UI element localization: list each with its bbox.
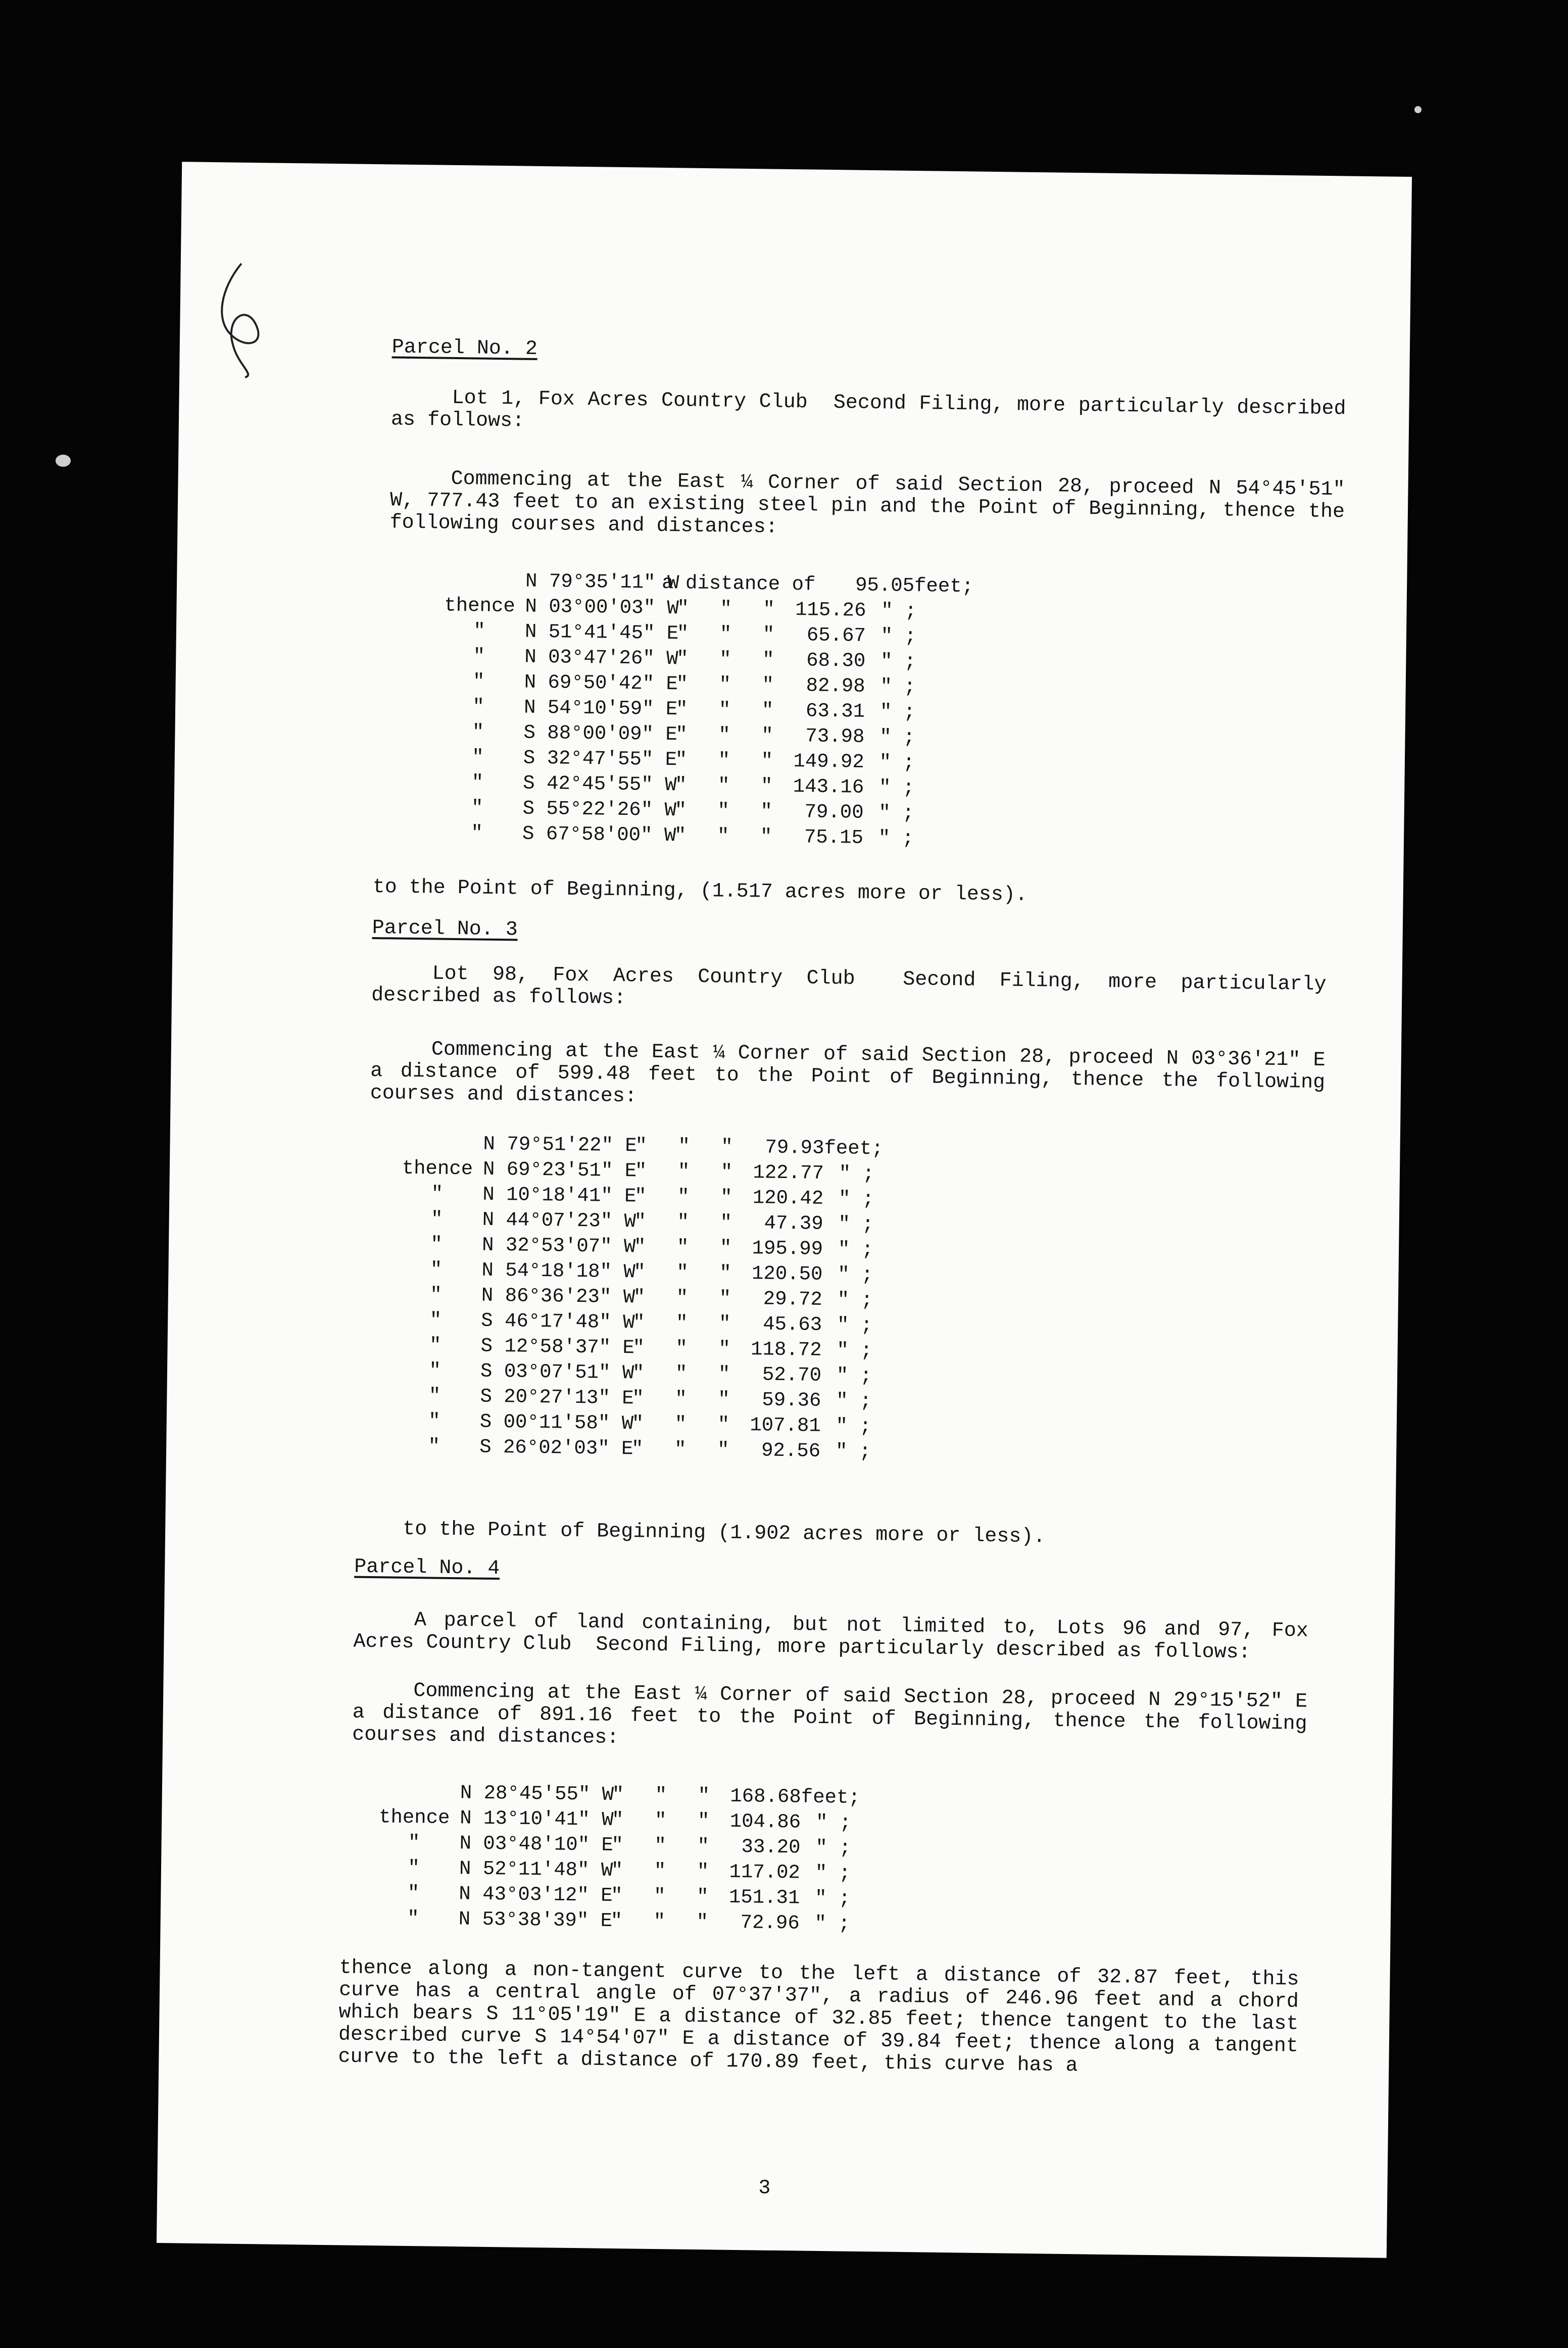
parcel-4-intro: A parcel of land containing, but not limited to, Lots 96 and 97, Fox Acres Country Club Second Filing, more particularly described as follows:: [353, 1609, 1321, 1665]
ditto-mark: ": [631, 1438, 644, 1460]
ditto-mark: ": [717, 800, 730, 822]
ditto-mark: ": [633, 1286, 646, 1309]
parcel-2-courses-table: [431, 569, 974, 853]
ditto-mark: ": [472, 696, 485, 718]
ditto-mark: ": [719, 673, 731, 696]
course-distance: 33.20: [741, 1836, 801, 1859]
ditto-unit: " ;: [814, 1887, 851, 1910]
ditto-mark: ": [718, 699, 731, 721]
course-bearing: S 88°00'09" E: [523, 721, 677, 746]
ditto-mark: ": [634, 1160, 647, 1183]
course-bearing: S 55°22'26" W: [522, 797, 677, 822]
ditto-mark: ": [697, 1835, 710, 1858]
scan-speck: [56, 455, 71, 467]
ditto-mark: ": [634, 1210, 647, 1233]
ditto-mark: ": [653, 1885, 666, 1908]
ditto-mark: ": [719, 1237, 732, 1259]
course-bearing: S 03°07'51" W: [480, 1360, 634, 1385]
ditto-mark: ": [676, 673, 689, 696]
ditto-mark: ": [674, 824, 687, 847]
course-bearing: N 13°10'41" W: [459, 1807, 614, 1831]
ditto-mark: ": [674, 799, 687, 822]
ditto-mark: ": [429, 1359, 442, 1382]
ditto-mark: ": [677, 1160, 690, 1183]
ditto-mark: ": [471, 797, 483, 819]
ditto-mark: ": [698, 1785, 710, 1807]
ditto-mark: ": [676, 648, 689, 670]
course-distance: 73.98: [805, 725, 865, 748]
course-distance: 195.99: [752, 1237, 823, 1260]
ditto-mark: ": [720, 1161, 733, 1184]
ditto-mark: ": [719, 1262, 731, 1285]
course-bearing: N 86°36'23" W: [481, 1284, 635, 1309]
ditto-mark: ": [611, 1808, 624, 1832]
course-unit: feet;: [914, 575, 974, 598]
parcel-4-commencing: Commencing at the East ¼ Corner of said Section 28, proceed N 29°15'52" E a distance of 891.16 feet to the Point of Beginning, thence the following courses and distances:: [352, 1680, 1320, 1750]
ditto-mark: ": [472, 670, 485, 693]
ditto-mark: ": [674, 1388, 687, 1410]
course-bearing: N 32°53'07" W: [481, 1234, 636, 1258]
parcel-4-heading: Parcel No. 4: [354, 1555, 500, 1581]
parcel-3-heading: Parcel No. 3: [372, 916, 518, 942]
parcel-3-closing: to the Point of Beginning (1.902 acres more or less).: [402, 1518, 1046, 1549]
ditto-mark: ": [677, 1211, 690, 1234]
ditto-mark: ": [675, 1337, 688, 1360]
ditto-mark: ": [471, 771, 484, 794]
course-unit: feet;: [824, 1137, 884, 1160]
ditto-mark: ": [676, 1261, 689, 1284]
ditto-mark: ": [632, 1337, 645, 1359]
scan-speck: [1414, 106, 1422, 113]
ditto-mark: ": [431, 1183, 444, 1205]
ditto-unit: " ;: [835, 1440, 871, 1463]
course-bearing: N 28°45'55" W: [460, 1782, 614, 1806]
ditto-unit: " ;: [880, 625, 917, 648]
course-distance: 47.39: [764, 1212, 823, 1235]
ditto-mark: ": [697, 1860, 709, 1883]
ditto-mark: ": [763, 598, 775, 621]
course-distance: 149.92: [793, 750, 865, 773]
ditto-mark: ": [471, 746, 484, 769]
ditto-unit: " ;: [878, 776, 915, 800]
ditto-mark: ": [677, 597, 690, 620]
ditto-mark: ": [654, 1860, 666, 1883]
ditto-mark: ": [719, 623, 732, 646]
distance-phrase: a distance of: [661, 571, 816, 596]
ditto-mark: ": [611, 1834, 624, 1857]
ditto-mark: ": [717, 825, 729, 848]
ditto-unit: " ;: [836, 1364, 872, 1388]
ditto-mark: ": [761, 750, 773, 772]
ditto-mark: ": [632, 1311, 645, 1334]
ditto-mark: ": [430, 1258, 443, 1281]
ditto-mark: ": [720, 1186, 732, 1209]
ditto-unit: " ;: [837, 1339, 872, 1362]
ditto-mark: ": [430, 1233, 443, 1256]
ditto-mark: ": [429, 1284, 442, 1306]
parcel-2-closing: to the Point of Beginning, (1.517 acres more or less).: [372, 876, 1028, 907]
course-bearing: N 51°41'45" E: [524, 620, 679, 645]
ditto-mark: ": [428, 1385, 441, 1407]
parcel-3-intro: Lot 98, Fox Acres Country Club Second Filing, more particularly described as follows:: [371, 962, 1339, 1010]
ditto-mark: ": [718, 749, 730, 772]
course-bearing: N 52°11'48" W: [459, 1857, 613, 1882]
course-bearing: N 03°48'10" E: [459, 1832, 614, 1856]
ditto-mark: ": [718, 1363, 730, 1386]
course-distance: 168.68: [730, 1785, 802, 1808]
parcel-2-intro: Lot 1, Fox Acres Country Club Second Filing, more particularly described as follows:: [390, 386, 1358, 433]
ditto-mark: ": [718, 1312, 731, 1335]
ditto-mark: ": [719, 1287, 731, 1310]
ditto-mark: ": [633, 1261, 646, 1284]
course-distance: 107.81: [750, 1414, 821, 1437]
ditto-mark: ": [428, 1435, 440, 1458]
ditto-mark: ": [762, 623, 775, 646]
ditto-mark: ": [631, 1412, 644, 1435]
ditto-mark: ": [717, 1439, 729, 1461]
ditto-mark: ": [760, 800, 773, 823]
page-number: 3: [758, 2177, 771, 2200]
ditto-mark: ": [408, 1831, 420, 1854]
course-bearing: S 46°17'48" W: [481, 1309, 635, 1334]
ditto-mark: ": [635, 1135, 647, 1157]
course-distance: 59.36: [762, 1389, 821, 1412]
course-row: [367, 1907, 850, 1938]
parcel-4-curve-description: thence along a non-tangent curve to the left a distance of 32.87 feet, this curve has a central angle of 07°37'37", a radius of 246.96 feet and a chord which bears S 11°05'19" E a distance of 32.85 feet; thence tangent to the last described curve S 14°54'07" E a distance of 39.84 feet; thence along a tangent curve to the left a distance of 170.89 feet, this curve has a: [338, 1956, 1311, 2078]
ditto-unit: " ;: [836, 1415, 872, 1438]
course-distance: 72.96: [740, 1912, 800, 1935]
ditto-mark: ": [678, 1135, 690, 1158]
ditto-mark: ": [674, 1438, 687, 1461]
course-distance: 117.02: [729, 1861, 801, 1884]
course-bearing: S 26°02'03" E: [479, 1436, 633, 1460]
ditto-mark: ": [719, 648, 731, 671]
ditto-mark: ": [717, 774, 730, 797]
course-bearing: N 79°51'22" E: [483, 1133, 638, 1157]
course-distance: 63.31: [805, 700, 865, 723]
ditto-mark: ": [612, 1783, 624, 1806]
ditto-unit: " ;: [838, 1188, 874, 1211]
ditto-unit: " ;: [879, 751, 915, 774]
ditto-mark: ": [610, 1910, 623, 1933]
ditto-unit: " ;: [839, 1162, 875, 1186]
ditto-mark: ": [429, 1309, 442, 1332]
course-distance: 52.70: [762, 1363, 822, 1387]
ditto-mark: ": [471, 822, 483, 845]
ditto-mark: ": [697, 1809, 710, 1833]
ditto-mark: ": [473, 645, 485, 668]
course-distance: 115.26: [795, 599, 866, 622]
course-distance: 151.31: [728, 1886, 800, 1910]
ditto-mark: ": [429, 1334, 442, 1357]
ditto-mark: ": [720, 598, 732, 620]
course-distance: 79.93: [765, 1136, 824, 1159]
ditto-mark: ": [676, 622, 689, 645]
ditto-mark: ": [655, 1784, 667, 1807]
ditto-mark: ": [676, 1236, 689, 1259]
course-distance: 120.42: [752, 1187, 824, 1210]
ditto-mark: ": [610, 1884, 623, 1907]
course-bearing: N 54°10'59" E: [523, 696, 678, 721]
ditto-mark: ": [634, 1185, 647, 1208]
ditto-mark: ": [675, 1362, 688, 1385]
ditto-unit: " ;: [838, 1238, 874, 1261]
course-distance: 120.50: [751, 1262, 823, 1286]
course-bearing: S 32°47'55" E: [523, 747, 677, 771]
course-bearing: S 20°27'13" E: [480, 1385, 634, 1410]
ditto-mark: ": [653, 1910, 666, 1933]
ditto-mark: ": [632, 1362, 645, 1385]
course-distance: 122.77: [753, 1161, 824, 1185]
course-bearing: N 79°35'11" W: [525, 570, 679, 595]
ditto-mark: ": [761, 724, 773, 747]
thence-label: thence: [444, 594, 516, 618]
course-distance: 92.56: [761, 1439, 821, 1462]
course-bearing: S 42°45'55" W: [523, 772, 677, 797]
ditto-mark: ": [696, 1885, 709, 1909]
ditto-mark: ": [718, 724, 730, 747]
course-row: [388, 1435, 871, 1466]
ditto-mark: ": [675, 749, 688, 771]
ditto-mark: ": [674, 774, 687, 797]
parcel-4-courses-table: [367, 1781, 861, 1938]
ditto-unit: " ;: [879, 726, 915, 749]
ditto-mark: ": [676, 1287, 689, 1309]
course-bearing: N 69°23'51" E: [482, 1158, 637, 1183]
course-distance: 143.16: [793, 775, 864, 799]
thence-label: thence: [378, 1806, 450, 1829]
course-distance: 45.63: [762, 1313, 822, 1336]
ditto-unit: " ;: [815, 1811, 852, 1834]
ditto-unit: " ;: [837, 1314, 873, 1337]
document-page: [157, 162, 1412, 2258]
ditto-mark: ": [762, 674, 774, 697]
course-distance: 104.86: [729, 1810, 801, 1834]
ditto-unit: " ;: [814, 1912, 851, 1935]
ditto-mark: ": [631, 1387, 644, 1410]
ditto-mark: ": [762, 649, 774, 671]
course-bearing: N 53°38'39" E: [458, 1908, 613, 1932]
course-bearing: N 69°50'42" E: [524, 671, 678, 696]
course-bearing: N 43°03'12" E: [459, 1883, 613, 1907]
thence-label: thence: [402, 1157, 473, 1181]
ditto-mark: ": [428, 1410, 440, 1433]
course-bearing: S 00°11'58" W: [479, 1410, 634, 1435]
course-unit: feet;: [801, 1786, 861, 1809]
course-distance: 95.05: [855, 574, 915, 598]
ditto-mark: ": [675, 698, 688, 721]
ditto-unit: " ;: [878, 802, 914, 825]
ditto-mark: ": [473, 620, 485, 643]
ditto-unit: " ;: [879, 701, 916, 724]
ditto-unit: " ;: [815, 1836, 851, 1860]
ditto-unit: " ;: [880, 675, 916, 699]
ditto-mark: ": [760, 775, 773, 798]
ditto-mark: ": [654, 1834, 667, 1857]
course-distance: 75.15: [804, 826, 864, 849]
ditto-mark: ": [717, 1413, 730, 1436]
ditto-unit: " ;: [815, 1862, 851, 1885]
ditto-mark: ": [674, 1413, 687, 1436]
ditto-mark: ": [611, 1859, 623, 1882]
course-bearing: N 44°07'23" W: [482, 1208, 636, 1233]
ditto-unit: " ;: [880, 650, 916, 673]
ditto-mark: ": [696, 1911, 709, 1934]
course-bearing: S 12°58'37" E: [480, 1335, 635, 1359]
parcel-2-heading: Parcel No. 2: [391, 336, 538, 361]
ditto-mark: ": [633, 1236, 646, 1258]
ditto-mark: ": [717, 1388, 730, 1411]
ditto-mark: ": [407, 1882, 420, 1905]
ditto-mark: ": [472, 721, 484, 744]
parcel-3-commencing: Commencing at the East ¼ Corner of said Section 28, proceed N 03°36'21" E a distance of 599.48 feet to the Point of Beginning, thence the following courses and distances:: [370, 1038, 1338, 1108]
ditto-mark: ": [761, 699, 774, 722]
course-distance: 118.72: [750, 1338, 822, 1361]
course-distance: 79.00: [804, 801, 864, 824]
ditto-unit: " ;: [838, 1213, 874, 1236]
course-bearing: N 03°00'03" W: [525, 595, 679, 620]
ditto-mark: ": [430, 1208, 443, 1231]
ditto-mark: ": [408, 1856, 420, 1880]
parcel-3-courses-table: [388, 1132, 884, 1466]
course-distance: 65.67: [806, 624, 866, 647]
course-bearing: S 67°58'00" W: [522, 822, 676, 847]
ditto-mark: ": [677, 1186, 690, 1208]
course-bearing: N 03°47'26" W: [524, 646, 678, 670]
course-distance: 82.98: [806, 674, 865, 698]
course-bearing: N 54°18'18" W: [481, 1259, 635, 1284]
course-bearing: N 10°18'41" E: [482, 1183, 636, 1208]
ditto-mark: ": [721, 1136, 733, 1158]
ditto-unit: " ;: [837, 1263, 873, 1287]
ditto-mark: ": [720, 1211, 732, 1234]
ditto-unit: " ;: [878, 827, 914, 850]
ditto-mark: ": [654, 1809, 667, 1832]
ditto-unit: " ;: [836, 1390, 872, 1413]
course-distance: 29.72: [763, 1288, 823, 1311]
ditto-unit: " ;: [881, 600, 917, 623]
parcel-2-commencing: Commencing at the East ¼ Corner of said Section 28, proceed N 54°45'51" W, 777.43 feet to an existing steel pin and the Point of Beginning, thence the following courses and distances:: [389, 467, 1357, 539]
ditto-unit: " ;: [837, 1289, 873, 1312]
handwritten-initial: [210, 258, 272, 380]
ditto-mark: ": [675, 723, 688, 746]
ditto-mark: ": [718, 1338, 731, 1360]
ditto-mark: ": [675, 1312, 688, 1335]
ditto-mark: ": [407, 1907, 419, 1930]
ditto-mark: ": [760, 825, 772, 848]
course-distance: 68.30: [806, 649, 866, 672]
